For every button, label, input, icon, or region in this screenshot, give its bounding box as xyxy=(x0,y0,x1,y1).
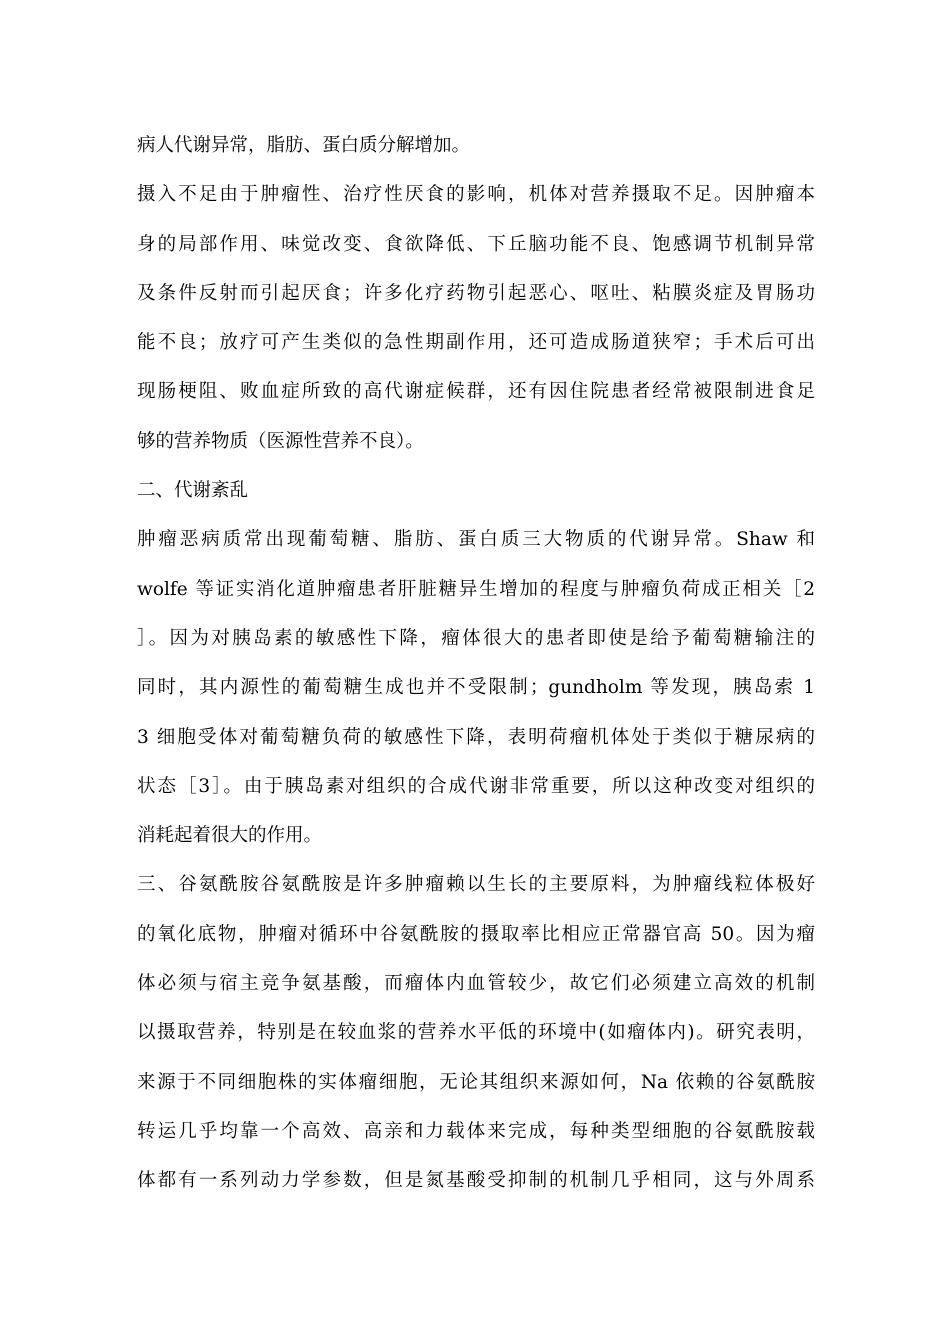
text-line: 以摄取营养，特别是在较血浆的营养水平低的环境中(如瘤体内)。研究表明， xyxy=(137,1022,815,1044)
text-line: wolfe 等证实消化道肿瘤患者肝脏糖异生增加的程度与肿瘤负荷成正相关［2 xyxy=(137,578,815,600)
text-line: 肿瘤恶病质常出现葡萄糖、脂肪、蛋白质三大物质的代谢异常。Shaw 和 xyxy=(137,529,815,551)
text-line: 的氧化底物，肿瘤对循环中谷氨酰胺的摄取率比相应正常器官高 50。因为瘤 xyxy=(137,923,815,945)
text-line: 体必须与宿主竞争氨基酸，而瘤体内血管较少，故它们必须建立高效的机制 xyxy=(137,973,815,995)
text-line: 及条件反射而引起厌食；许多化疗药物引起恶心、呕吐、粘膜炎症及胃肠功 xyxy=(137,282,815,304)
text-line: 体都有一系列动力学参数，但是氮基酸受抑制的机制几乎相同，这与外周系 xyxy=(137,1170,815,1192)
text-line: 来源于不同细胞株的实体瘤细胞，无论其组织来源如何，Na 依赖的谷氨酰胺 xyxy=(137,1071,815,1093)
text-line: 三、谷氨酰胺谷氨酰胺是许多肿瘤赖以生长的主要原料，为肿瘤线粒体极好 xyxy=(137,874,815,896)
body-text xyxy=(137,121,815,1206)
text-line: ］。因为对胰岛素的敏感性下降，瘤体很大的患者即使是给予葡萄糖输注的 xyxy=(137,627,815,649)
text-line: 消耗起着很大的作用。 xyxy=(137,825,323,847)
text-line: 同时，其内源性的葡萄糖生成也并不受限制；gundholm 等发现，胰岛索 1 xyxy=(137,677,815,699)
text-line: 身的局部作用、味觉改变、食欲降低、下丘脑功能不良、饱感调节机制异常 xyxy=(137,233,815,255)
text-line: 3 细胞受体对葡萄糖负荷的敏感性下降，表明荷瘤机体处于类似于糖尿病的 xyxy=(137,726,815,748)
text-line: 状态［3］。由于胰岛素对组织的合成代谢非常重要，所以这种改变对组织的 xyxy=(137,775,815,797)
text-line: 够的营养物质（医源性营养不良）。 xyxy=(137,430,424,452)
section-heading: 二、代谢紊乱 xyxy=(137,480,249,502)
text-line: 摄入不足由于肿瘤性、治疗性厌食的影响，机体对营养摄取不足。因肿瘤本 xyxy=(137,184,815,206)
text-line: 现肠梗阻、败血症所致的高代谢症候群，还有因住院患者经常被限制进食足 xyxy=(137,381,815,403)
text-line: 病人代谢异常，脂肪、蛋白质分解增加。 xyxy=(137,135,471,156)
text-line: 能不良；放疗可产生类似的急性期副作用，还可造成肠道狭窄；手术后可出 xyxy=(137,332,815,354)
text-line: 转运几乎均靠一个高效、高亲和力载体来完成，每种类型细胞的谷氨酰胺载 xyxy=(137,1120,815,1142)
